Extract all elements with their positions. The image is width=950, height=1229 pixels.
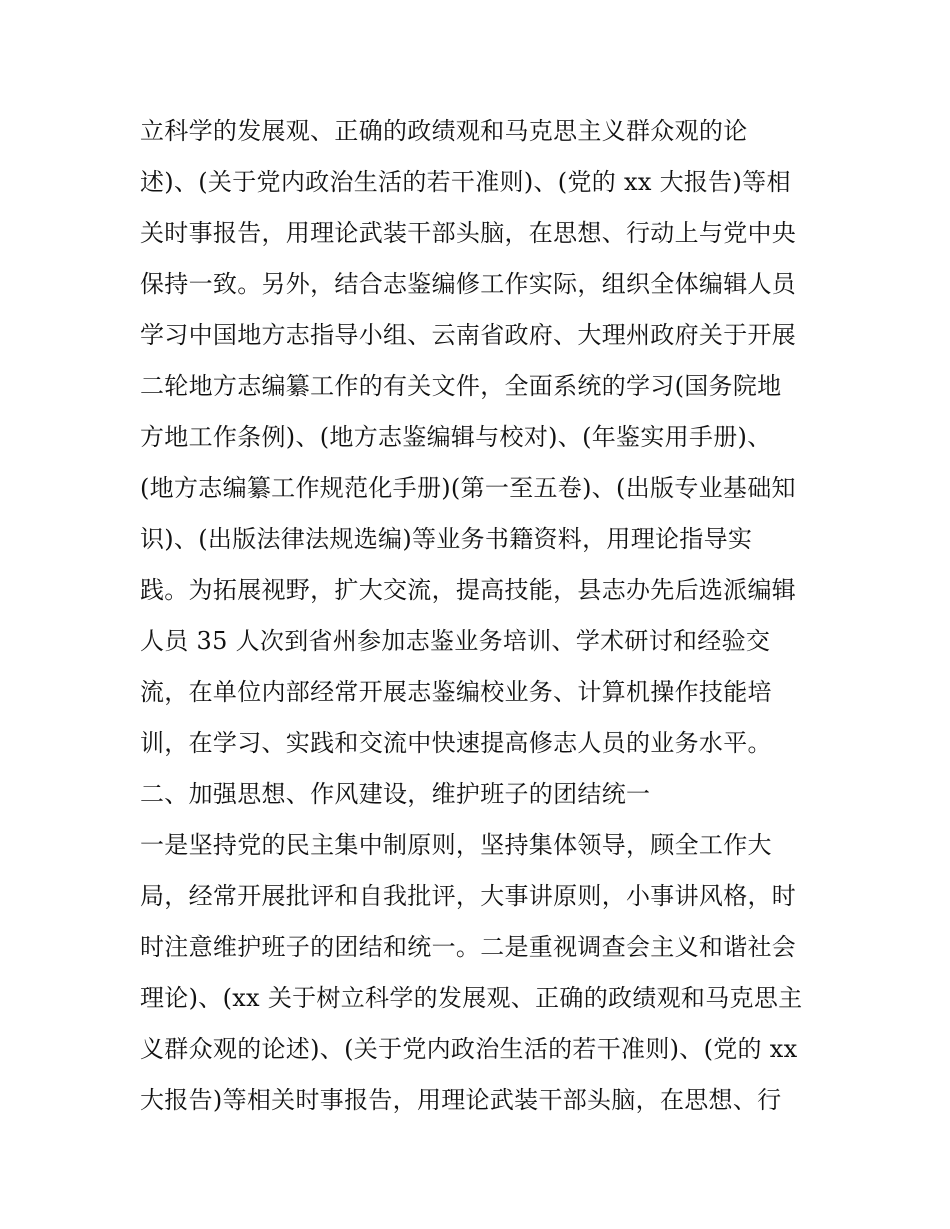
text-line: 理论)、(xx 关于树立科学的发展观、正确的政绩观和马克思主 — [140, 984, 803, 1012]
text-line: 一是坚持党的民主集中制原则，坚持集体领导，顾全工作大 — [140, 831, 772, 859]
document-body — [140, 106, 840, 1126]
text-line: 大报告)等相关时事报告，用理论武装干部头脑，在思想、行 — [140, 1086, 782, 1114]
text-line: 时注意维护班子的团结和统一。二是重视调查会主义和谐社会 — [140, 933, 797, 961]
text-line: 局，经常开展批评和自我批评，大事讲原则，小事讲风格，时 — [140, 882, 797, 910]
text-line: 立科学的发展观、正确的政绩观和马克思主义群众观的论 — [140, 117, 748, 145]
section-heading: 二、加强思想、作风建设，维护班子的团结统一 — [140, 780, 651, 808]
text-line: 方地工作条例)、(地方志鉴编辑与校对)、(年鉴实用手册)、 — [140, 423, 772, 451]
text-line: 践。为拓展视野，扩大交流，提高技能，县志办先后选派编辑 — [140, 576, 797, 604]
text-line: 关时事报告，用理论武装干部头脑，在思想、行动上与党中央 — [140, 219, 797, 247]
text-line: 二轮地方志编纂工作的有关文件，全面系统的学习(国务院地 — [140, 372, 782, 400]
text-line: (地方志编纂工作规范化手册)(第一至五卷)、(出版专业基础知 — [140, 474, 796, 502]
text-line: 保持一致。另外，结合志鉴编修工作实际，组织全体编辑人员 — [140, 270, 797, 298]
text-line: 识)、(出版法律法规选编)等业务书籍资料，用理论指导实 — [140, 525, 753, 553]
text-line: 学习中国地方志指导小组、云南省政府、大理州政府关于开展 — [140, 321, 797, 349]
text-line: 人员 35 人次到省州参加志鉴业务培训、学术研讨和经验交 — [140, 627, 771, 655]
text-line: 流，在单位内部经常开展志鉴编校业务、计算机操作技能培 — [140, 678, 772, 706]
text-line: 述)、(关于党内政治生活的若干准则)、(党的 xx 大报告)等相 — [140, 168, 791, 196]
text-line: 义群众观的论述)、(关于党内政治生活的若干准则)、(党的 xx — [140, 1035, 798, 1063]
text-line: 训，在学习、实践和交流中快速提高修志人员的业务水平。 — [140, 729, 772, 757]
